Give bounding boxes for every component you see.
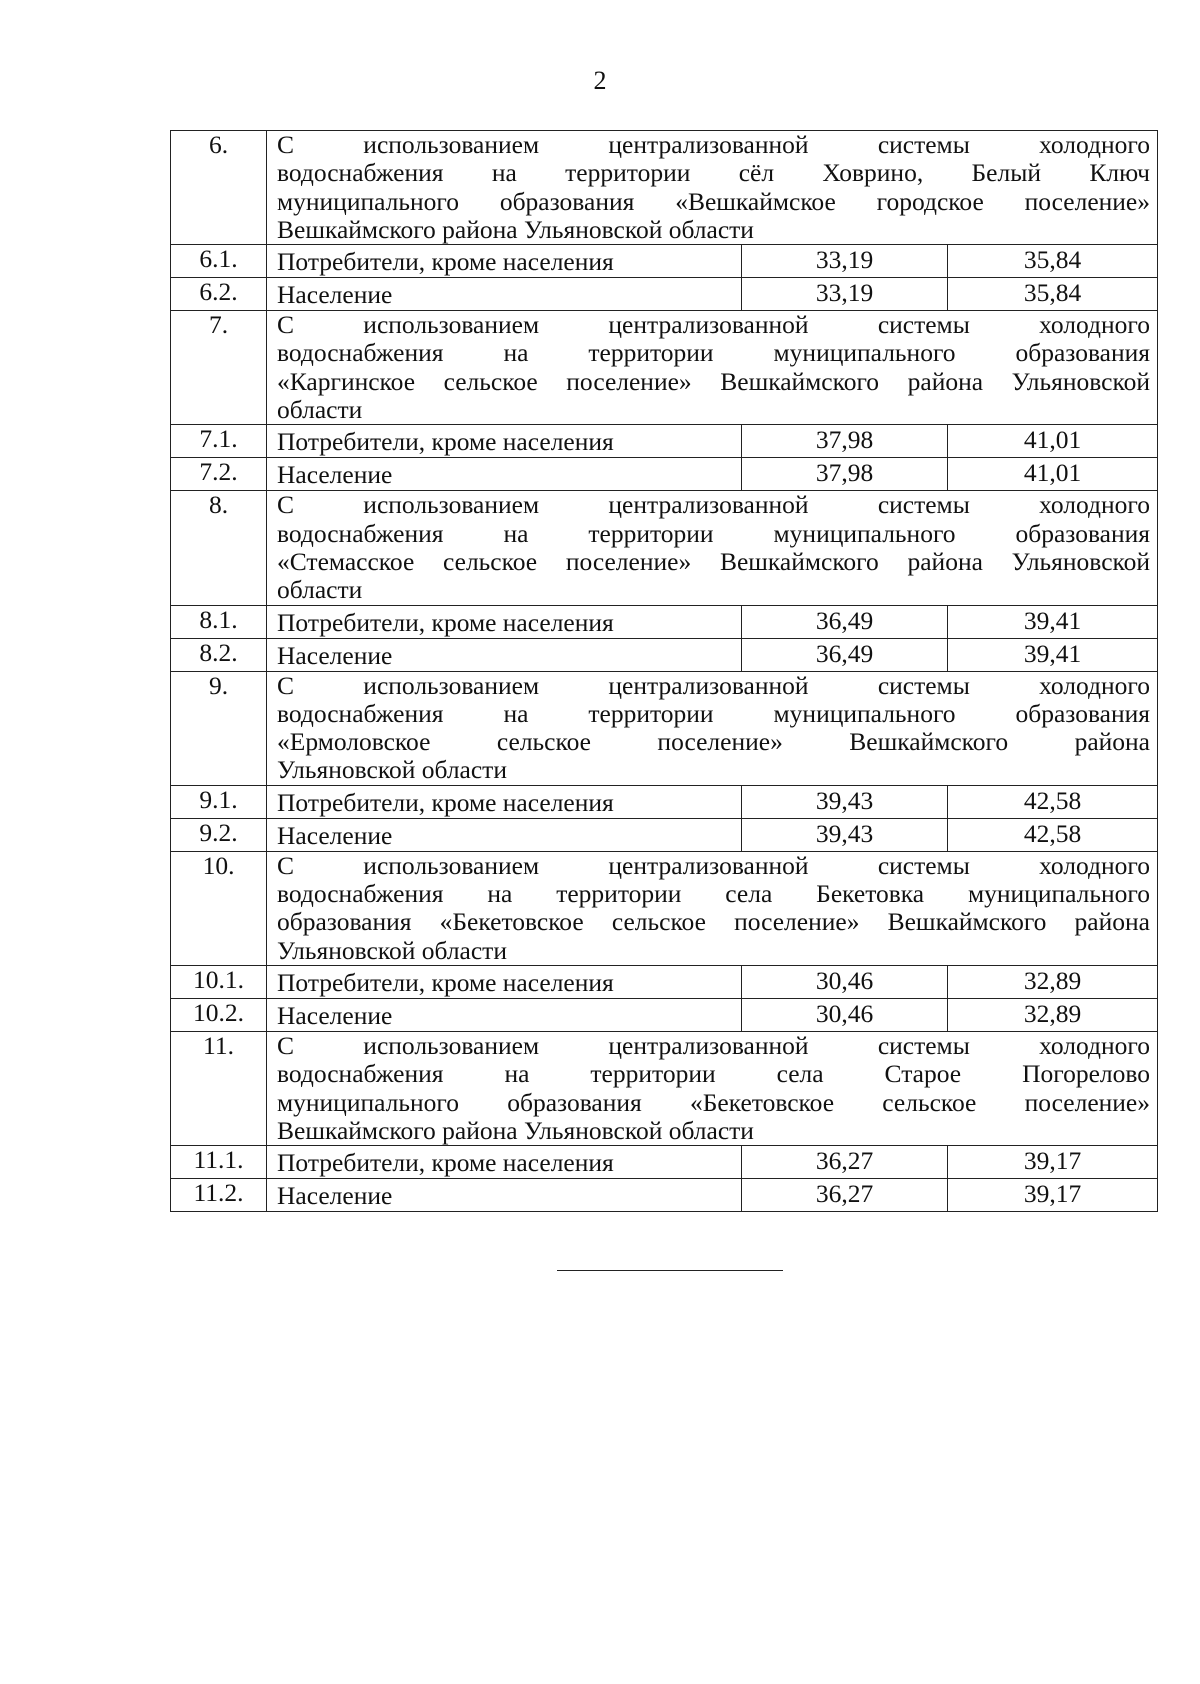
tariff-row	[171, 278, 1158, 311]
section-description-line: области	[277, 395, 363, 425]
tariff-value-first: 30,46	[742, 965, 948, 998]
section-number: 8.	[171, 491, 267, 605]
consumer-category: Потребители, кроме населения	[267, 425, 742, 458]
row-number: 8.1.	[171, 605, 267, 638]
section-header-row	[171, 851, 1158, 965]
tariff-value-first: 36,27	[742, 1179, 948, 1212]
consumer-category: Потребители, кроме населения	[267, 965, 742, 998]
section-description-line: водоснабжения на территории муниципального образования	[277, 338, 1150, 368]
tariff-table-body	[171, 131, 1158, 1212]
tariff-row	[171, 818, 1158, 851]
section-number: 11.	[171, 1031, 267, 1145]
section-description-line: «Ермоловское сельское поселение» Вешкаймского района	[277, 727, 1150, 757]
tariff-value-second: 41,01	[948, 425, 1158, 458]
tariff-value-second: 42,58	[948, 785, 1158, 818]
section-description-line: муниципального образования «Вешкаймское городское поселение»	[277, 186, 1150, 216]
consumer-category: Население	[267, 998, 742, 1031]
section-description-line: образования «Бекетовское сельское поселение» Вешкаймского района	[277, 907, 1150, 937]
section-description	[267, 311, 1158, 425]
section-description-line: муниципального образования «Бекетовское сельское поселение»	[277, 1087, 1150, 1117]
tariff-value-first: 39,43	[742, 818, 948, 851]
tariff-row	[171, 1179, 1158, 1212]
section-header-row	[171, 1031, 1158, 1145]
section-description-line: водоснабжения на территории села Старое Погорелово	[277, 1059, 1150, 1089]
tariff-row	[171, 998, 1158, 1031]
section-description-line: Вешкаймского района Ульяновской области	[277, 214, 754, 244]
end-of-document-rule	[557, 1270, 783, 1271]
tariff-value-first: 37,98	[742, 458, 948, 491]
tariff-value-second: 32,89	[948, 965, 1158, 998]
tariff-row	[171, 785, 1158, 818]
section-description-line: С использованием централизованной системы холодного	[277, 490, 1150, 520]
row-number: 11.1.	[171, 1146, 267, 1179]
section-description	[267, 1031, 1158, 1145]
section-description-line: водоснабжения на территории муниципального образования	[277, 698, 1150, 728]
tariff-row	[171, 965, 1158, 998]
consumer-category: Население	[267, 458, 742, 491]
consumer-category: Население	[267, 818, 742, 851]
section-header-row	[171, 131, 1158, 245]
section-description-line: Вешкаймского района Ульяновской области	[277, 1115, 754, 1145]
tariff-value-second: 42,58	[948, 818, 1158, 851]
section-header-row	[171, 491, 1158, 605]
tariff-value-first: 30,46	[742, 998, 948, 1031]
tariff-value-first: 39,43	[742, 785, 948, 818]
tariff-value-second: 39,17	[948, 1146, 1158, 1179]
tariff-row	[171, 638, 1158, 671]
section-number: 6.	[171, 131, 267, 245]
section-description-line: водоснабжения на территории муниципального образования	[277, 518, 1150, 548]
tariff-row	[171, 605, 1158, 638]
section-description	[267, 671, 1158, 785]
row-number: 8.2.	[171, 638, 267, 671]
tariff-row	[171, 425, 1158, 458]
tariff-row	[171, 245, 1158, 278]
page-number: 2	[593, 66, 607, 95]
row-number: 9.2.	[171, 818, 267, 851]
section-header-row	[171, 671, 1158, 785]
section-number: 10.	[171, 851, 267, 965]
consumer-category: Население	[267, 278, 742, 311]
tariff-value-second: 39,41	[948, 638, 1158, 671]
section-description-line: водоснабжения на территории села Бекетовка муниципального	[277, 879, 1150, 909]
section-description-line: области	[277, 575, 363, 605]
tariff-value-second: 41,01	[948, 458, 1158, 491]
section-description-line: С использованием централизованной системы холодного	[277, 850, 1150, 880]
tariff-row	[171, 458, 1158, 491]
section-description	[267, 131, 1158, 245]
section-description-line: водоснабжения на территории сёл Ховрино, Белый Ключ	[277, 158, 1150, 188]
tariff-value-first: 36,27	[742, 1146, 948, 1179]
consumer-category: Население	[267, 1179, 742, 1212]
tariff-value-second: 35,84	[948, 278, 1158, 311]
tariff-value-first: 36,49	[742, 638, 948, 671]
row-number: 6.1.	[171, 245, 267, 278]
section-description	[267, 491, 1158, 605]
tariff-value-second: 32,89	[948, 998, 1158, 1031]
row-number: 7.1.	[171, 425, 267, 458]
tariff-value-second: 35,84	[948, 245, 1158, 278]
consumer-category: Потребители, кроме населения	[267, 245, 742, 278]
section-description-line: С использованием централизованной системы холодного	[277, 310, 1150, 340]
tariff-table	[170, 130, 1158, 1212]
tariff-value-first: 33,19	[742, 278, 948, 311]
section-description-line: «Стемасское сельское поселение» Вешкаймского района Ульяновской	[277, 546, 1150, 576]
section-description	[267, 851, 1158, 965]
section-header-row	[171, 311, 1158, 425]
section-description-line: С использованием централизованной системы холодного	[277, 670, 1150, 700]
consumer-category: Население	[267, 638, 742, 671]
tariff-value-second: 39,41	[948, 605, 1158, 638]
tariff-value-first: 33,19	[742, 245, 948, 278]
consumer-category: Потребители, кроме населения	[267, 785, 742, 818]
tariff-value-second: 39,17	[948, 1179, 1158, 1212]
tariff-row	[171, 1146, 1158, 1179]
consumer-category: Потребители, кроме населения	[267, 1146, 742, 1179]
row-number: 7.2.	[171, 458, 267, 491]
row-number: 6.2.	[171, 278, 267, 311]
row-number: 11.2.	[171, 1179, 267, 1212]
section-description-line: С использованием централизованной системы холодного	[277, 1030, 1150, 1060]
row-number: 10.1.	[171, 965, 267, 998]
section-description-line: Ульяновской области	[277, 935, 507, 965]
row-number: 9.1.	[171, 785, 267, 818]
consumer-category: Потребители, кроме населения	[267, 605, 742, 638]
section-description-line: «Каргинское сельское поселение» Вешкаймского района Ульяновской	[277, 366, 1150, 396]
tariff-value-first: 36,49	[742, 605, 948, 638]
section-description-line: Ульяновской области	[277, 755, 507, 785]
section-number: 9.	[171, 671, 267, 785]
section-description-line: С использованием централизованной системы холодного	[277, 130, 1150, 159]
row-number: 10.2.	[171, 998, 267, 1031]
section-number: 7.	[171, 311, 267, 425]
tariff-value-first: 37,98	[742, 425, 948, 458]
